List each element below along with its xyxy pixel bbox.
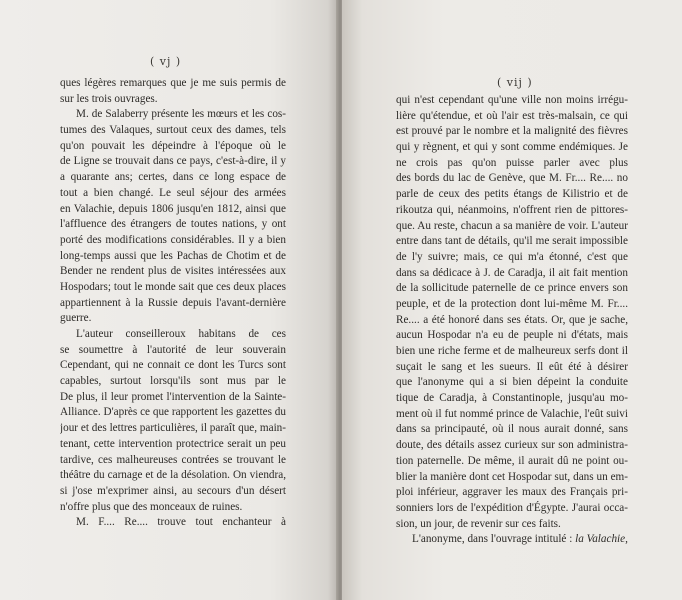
right-page-body xyxy=(396,93,628,548)
left-page-text-line: long-temps aussi que les Pachas de Chotim et de xyxy=(60,249,286,262)
left-page-text-line: jour et des lettres particulières, il paraît que, main- xyxy=(60,422,286,435)
left-page-text-line: si j'ose m'exprimer ainsi, au secours d'un désert xyxy=(60,484,286,497)
left-page-text-line: Hospodars; tout le monde sait que ces deux places xyxy=(60,280,286,293)
left-page-text-line: sur les trois ouvrages. xyxy=(60,92,158,105)
left-page-text-line: Alliance. D'après ce que rapportent les gazettes du xyxy=(60,406,286,419)
left-page-text-line: en Valachie, depuis 1806 jusqu'en 1812, ainsi que xyxy=(60,202,286,215)
right-page-text-line: aucun Hospodar n'a eu de peuple ni d'états, mais xyxy=(396,329,628,342)
right-page-text-line: ne crois pas qu'on puisse parler avec plus xyxy=(396,156,628,169)
left-page-text-line: De plus, il leur promet l'intervention de la Sainte- xyxy=(60,390,286,403)
right-page-text-line: sion, un jour, de revenir sur ces faits. xyxy=(396,517,561,530)
right-page-text-line: rikoutza qui, néanmoins, n'offrent rien de pittores- xyxy=(396,203,628,216)
left-page-text-line: a quarante ans; certes, dans ce long espace de xyxy=(60,171,286,184)
right-page-text-line: qui n'est cependant qu'une ville non moins irrégu- xyxy=(396,94,628,106)
right-page-closing-line xyxy=(396,532,628,548)
left-page-text-line: Cependant, qui ne connait ce dont les Turcs sont xyxy=(60,359,286,372)
right-page xyxy=(342,0,682,600)
right-page-text-line: des bords du lac de Genève, que M. Fr.... Re.... no xyxy=(396,172,628,185)
right-page-text-line: que. Au reste, chacun a sa manière de voir. L'auteur xyxy=(396,219,628,232)
left-page-text-line: n'offre plus que des monceaux de ruines. xyxy=(60,500,243,513)
left-page-text-line: théâtre du carnage et de la désolation. On viendra, xyxy=(60,469,286,482)
left-page-text-line: L'auteur conseilleroux habitans de ces xyxy=(76,328,286,340)
left-page-text-line: tenant, cette intervention protectrice serait un peu xyxy=(60,437,286,450)
left-page-text-line: qu'on pouvait les dépeindre à l'époque où le xyxy=(60,139,286,152)
left-page-text-line: appartiennent à la Russie depuis l'avant-dernière xyxy=(60,296,286,309)
right-page-text-line: suçait le sang et les sueurs. Il eût été à désirer xyxy=(396,360,628,373)
right-page-text-line: est prouvé par le nombre et la malignité des fièvres xyxy=(396,125,628,138)
left-page-text-line: M. F.... Re.... trouve tout enchanteur à xyxy=(76,516,286,529)
left-page-text-line: tout a bien changé. Le seul séjour des armées xyxy=(60,186,286,199)
right-page-text-line: dans sa dédicace à J. de Caradja, il ait fait mention xyxy=(396,266,628,279)
left-page-text-line: Bender ne rendent plus de visites intéressées aux xyxy=(60,265,286,278)
left-page xyxy=(0,0,338,600)
right-page-text-line: dans sa principauté, où il nous aurait donné, sans xyxy=(396,423,628,436)
left-page-text-line: capables, surtout lorsqu'ils sont mus par le xyxy=(60,375,286,388)
right-page-text-line: entre dans tant de détails, qu'il me serait impossible xyxy=(396,235,628,248)
left-page-text-line: tumes des Valaques, surtout ceux des dames, tels xyxy=(60,124,286,137)
page-number-left: ( vj ) xyxy=(150,55,182,68)
right-page-text-line: Re.... a été honoré dans ses états. Or, que je sache, xyxy=(396,313,628,326)
left-page-text-line: ques légères remarques que je me suis permis de xyxy=(60,77,286,89)
right-page-text-line: tique de Caradja, à Constantinople, jusqu'au mo- xyxy=(396,392,628,405)
left-page-text-line: tardive, ces malheureuses contrées se trouvant le xyxy=(60,453,286,466)
left-page-text-line: se soumettre à l'autorité de leur souverain xyxy=(60,343,286,356)
right-page-text-line: qui y règnent, et qui y sont comme endémiques. Je xyxy=(396,141,628,154)
right-page-text-line: de l'y suivre; mais, ce qui m'a étonné, c'est que xyxy=(396,250,628,263)
book-title-italic: la Valachie, xyxy=(575,533,628,546)
left-page-text-line: guerre. xyxy=(60,312,92,325)
right-page-text-line: tion paternelle. De même, il aurait dû ne point ou- xyxy=(396,454,628,467)
right-page-text-line: ment où il fut nommé prince de Valachie, l'eût suivi xyxy=(396,407,628,420)
left-page-text-line: l'affluence des étrangers de toutes nations, y ont xyxy=(60,218,286,231)
closing-line-text: L'anonyme, dans l'ouvrage intitulé : xyxy=(412,533,576,546)
left-page-text-line: de Ligne se trouvait dans ce pays, c'est-à-dire, il y xyxy=(60,155,286,168)
right-page-text-line: peuple, et de la protection dont lui-même M. Fr.... xyxy=(396,297,628,310)
right-page-text-line: blier la manière dont cet Hospodar sut, dans un em- xyxy=(396,470,628,483)
left-page-text-line: porté des modifications considérables. Il y a bien xyxy=(60,233,286,246)
left-page-body xyxy=(60,76,286,531)
right-page-text-line: doute, des détails assez curieux sur son administra- xyxy=(396,439,628,452)
right-page-text-line: que l'anonyme qui a si bien dépeint la conduite xyxy=(396,376,628,389)
right-page-text-line: parle de ceux des petits étangs de Kilistrio et de xyxy=(396,188,628,201)
right-page-text-line: lière qu'étendue, et où l'air est très-malsain, ce qui xyxy=(396,109,628,122)
right-page-text-line: bien une riche ferme et de malheureux serfs dont il xyxy=(396,345,628,357)
right-page-text-line: sonniers lors de l'expédition d'Égypte. J'aurai occa- xyxy=(396,501,628,514)
right-page-text-line: de la sollicitude paternelle de ce prince envers son xyxy=(396,282,628,295)
right-page-text-line: ploi inférieur, aggraver les maux des Français pri- xyxy=(396,486,628,499)
page-number-right: ( vij ) xyxy=(497,76,533,89)
left-page-text-line: M. de Salaberry présente les mœurs et les cos- xyxy=(76,108,286,121)
